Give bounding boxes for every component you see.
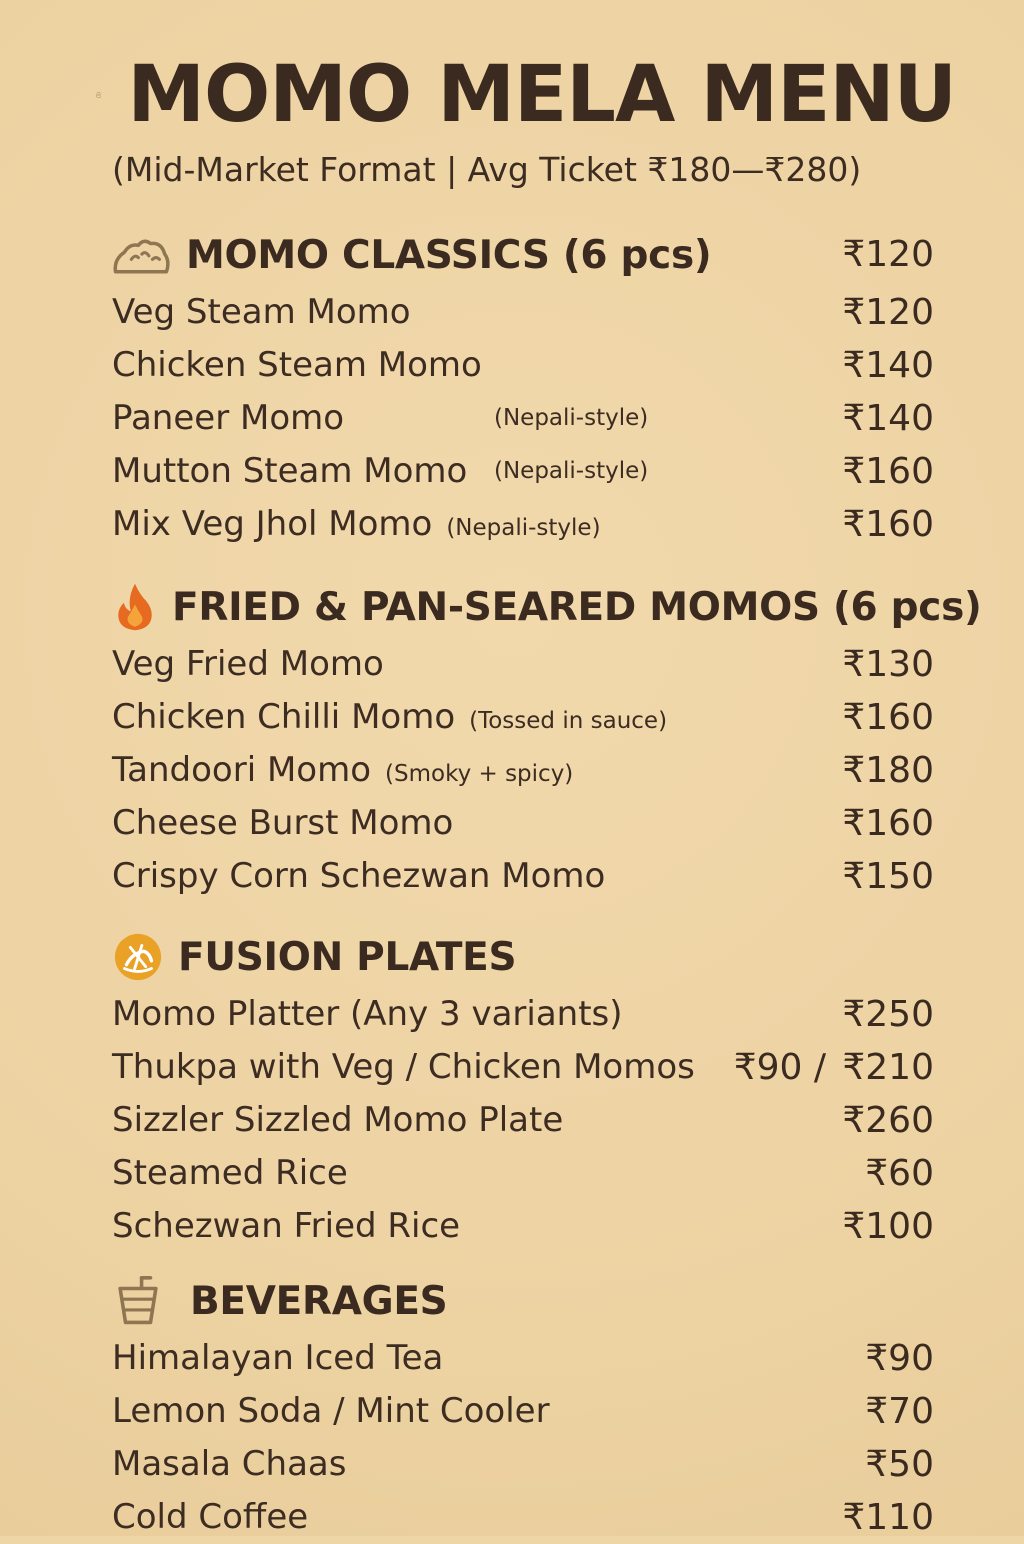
item-price: ₹140 bbox=[842, 398, 934, 439]
item-note: (Tossed in sauce) bbox=[469, 708, 668, 734]
section-beverages bbox=[112, 1272, 934, 1544]
section-title: MOMO CLASSICS (6 pcs) bbox=[186, 232, 712, 278]
section-title: FRIED & PAN-SEARED MOMOS (6 pcs) bbox=[172, 584, 982, 630]
menu-item bbox=[112, 1332, 934, 1385]
menu-item bbox=[112, 1385, 934, 1438]
menu-item bbox=[112, 1491, 934, 1544]
item-name: Crispy Corn Schezwan Momo bbox=[112, 856, 606, 896]
item-list bbox=[112, 286, 934, 551]
item-name: Schezwan Fried Rice bbox=[112, 1206, 461, 1246]
momo-jar-icon bbox=[96, 55, 101, 135]
menu-item bbox=[112, 797, 934, 850]
item-name: Mix Veg Jhol Momo bbox=[112, 504, 433, 544]
section-header bbox=[112, 226, 934, 284]
menu-item bbox=[112, 691, 934, 744]
section-title: FUSION PLATES bbox=[178, 934, 517, 980]
item-price: ₹140 bbox=[842, 345, 934, 386]
item-alt-price: ₹90 / bbox=[733, 1047, 826, 1088]
item-name: Tandoori Momo bbox=[112, 750, 372, 790]
menu-item bbox=[112, 286, 934, 339]
item-name: Masala Chaas bbox=[112, 1444, 347, 1484]
title-row bbox=[96, 52, 956, 138]
item-name: Steamed Rice bbox=[112, 1153, 348, 1193]
drink-cup-icon bbox=[112, 1276, 164, 1326]
item-name: Himalayan Iced Tea bbox=[112, 1338, 444, 1378]
section-title: BEVERAGES bbox=[190, 1278, 448, 1324]
item-price: ₹250 bbox=[842, 994, 934, 1035]
item-name: Chicken Chilli Momo bbox=[112, 697, 456, 737]
item-name: Lemon Soda / Mint Cooler bbox=[112, 1391, 550, 1431]
menu-item bbox=[112, 1438, 934, 1491]
item-price: ₹130 bbox=[842, 644, 934, 685]
item-price: ₹50 bbox=[865, 1444, 934, 1485]
menu-item bbox=[112, 392, 934, 445]
item-name: Cheese Burst Momo bbox=[112, 803, 454, 843]
item-note: (Nepali-style) bbox=[494, 405, 649, 431]
item-name: Thukpa with Veg / Chicken Momos bbox=[112, 1047, 695, 1087]
section-header bbox=[112, 928, 934, 986]
flame-icon bbox=[112, 582, 158, 632]
item-price: ₹120 bbox=[842, 292, 934, 333]
item-name: Momo Platter (Any 3 variants) bbox=[112, 994, 623, 1034]
menu-item bbox=[112, 445, 934, 498]
item-price: ₹90 bbox=[865, 1338, 934, 1379]
item-price: ₹110 bbox=[842, 1497, 934, 1538]
item-name: Veg Fried Momo bbox=[112, 644, 384, 684]
menu-subtitle: (Mid-Market Format | Avg Ticket ₹180—₹280) bbox=[112, 150, 862, 189]
menu-item bbox=[112, 1200, 934, 1253]
item-list bbox=[112, 988, 934, 1253]
item-price: ₹160 bbox=[842, 504, 934, 545]
menu-item bbox=[112, 1147, 934, 1200]
item-name: Chicken Steam Momo bbox=[112, 345, 482, 385]
item-name: Paneer Momo bbox=[112, 398, 345, 438]
item-note: (Smoky + spicy) bbox=[385, 761, 574, 787]
section-header bbox=[112, 578, 982, 636]
item-price: ₹160 bbox=[842, 451, 934, 492]
menu-item bbox=[112, 638, 934, 691]
menu-title: MOMO MELA MENU bbox=[127, 50, 956, 140]
item-list bbox=[112, 638, 934, 903]
item-price: ₹60 bbox=[865, 1153, 934, 1194]
section-classics bbox=[112, 226, 934, 551]
item-note: (Nepali-style) bbox=[446, 515, 601, 541]
item-note: (Nepali-style) bbox=[494, 458, 649, 484]
item-name: Veg Steam Momo bbox=[112, 292, 411, 332]
section-fried bbox=[112, 578, 982, 903]
item-price: ₹160 bbox=[842, 697, 934, 738]
section-header bbox=[112, 1272, 934, 1330]
menu-item bbox=[112, 850, 934, 903]
fusion-plate-icon bbox=[112, 932, 164, 982]
item-price: ₹210 bbox=[842, 1047, 934, 1088]
item-price: ₹70 bbox=[865, 1391, 934, 1432]
menu-item bbox=[112, 498, 934, 551]
momo-dumpling-icon bbox=[112, 230, 170, 280]
item-list bbox=[112, 1332, 934, 1544]
item-name: Sizzler Sizzled Momo Plate bbox=[112, 1100, 564, 1140]
section-fusion bbox=[112, 928, 934, 1253]
menu-header bbox=[96, 52, 956, 202]
item-price: ₹260 bbox=[842, 1100, 934, 1141]
section-price: ₹120 bbox=[842, 234, 934, 275]
menu-item bbox=[112, 1041, 934, 1094]
menu-item bbox=[112, 339, 934, 392]
item-price: ₹150 bbox=[842, 856, 934, 897]
item-price: ₹160 bbox=[842, 803, 934, 844]
menu-item bbox=[112, 988, 934, 1041]
menu-item bbox=[112, 744, 934, 797]
menu-item bbox=[112, 1094, 934, 1147]
item-name: Mutton Steam Momo bbox=[112, 451, 468, 491]
item-price: ₹180 bbox=[842, 750, 934, 791]
item-price: ₹100 bbox=[842, 1206, 934, 1247]
item-name: Cold Coffee bbox=[112, 1497, 309, 1537]
